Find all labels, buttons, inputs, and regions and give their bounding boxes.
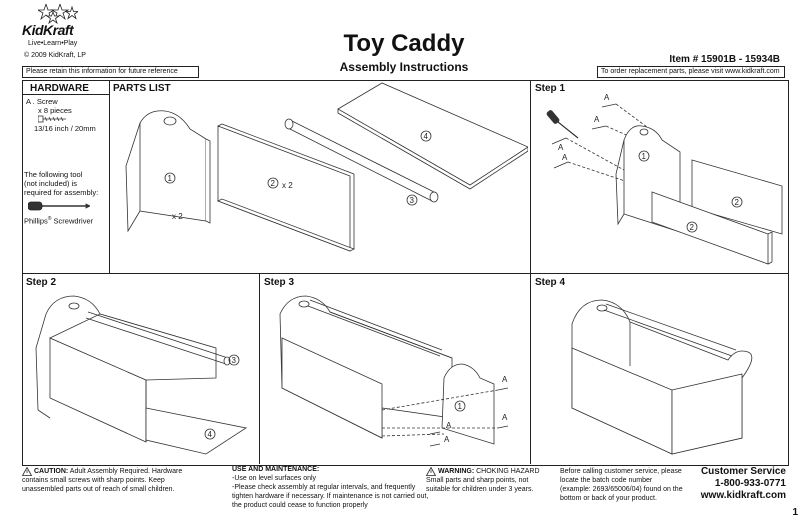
customer-service-website[interactable]: www.kidkraft.com	[700, 490, 786, 501]
caution-text-3: unassembled parts out of reach of small children.	[22, 486, 175, 493]
part-2-number: 2	[270, 179, 275, 188]
tool-name	[24, 215, 93, 226]
divider-row	[22, 273, 788, 274]
step-4-heading: Step 4	[535, 277, 566, 288]
svg-text:A: A	[562, 153, 568, 162]
retain-notice: Please retain this information for future reference	[22, 66, 199, 78]
tool-name-type: Screwdriver	[51, 216, 94, 226]
batch-text-2: locate the batch code number	[560, 477, 653, 484]
svg-text:1: 1	[641, 152, 646, 161]
svg-text:A: A	[558, 143, 564, 152]
warning-head: CHOKING HAZARD	[476, 468, 540, 475]
use-line-2: -Please check assembly at regular intervals, and frequently	[232, 484, 416, 491]
step-3-drawing	[262, 278, 526, 464]
warning-text-2: suitable for children under 3 years.	[426, 486, 534, 493]
step-4-drawing	[532, 278, 782, 464]
part-1-side-panel	[126, 111, 210, 231]
svg-text:2: 2	[689, 223, 694, 232]
caution-text-1: Adult Assembly Required. Hardware	[69, 468, 183, 475]
parts-list-drawing	[110, 81, 528, 271]
step-1-drawing	[532, 82, 784, 272]
use-line-3: tighten hardware if necessary. If maintenance is not carried out,	[232, 493, 429, 500]
batch-text-3: (example: 2693/65006/04) found on the	[560, 486, 683, 493]
part-4-bottom-board	[338, 83, 528, 189]
svg-text:A: A	[604, 93, 610, 102]
part-2-qty: x 2	[282, 181, 293, 190]
item-number: Item # 15901B - 15934B	[669, 54, 780, 65]
step-3-heading: Step 3	[264, 277, 295, 288]
tool-name-brand: Phillips	[24, 216, 48, 226]
page-number: 1	[792, 507, 798, 518]
tool-note-1: The following tool	[24, 170, 83, 179]
parts-list-heading: PARTS LIST	[113, 83, 171, 94]
step-1-screwdriver-icon	[546, 110, 578, 138]
logo-tagline: Live•Learn•Play	[28, 40, 78, 47]
hardware-heading: HARDWARE	[30, 83, 89, 94]
step-1-heading: Step 1	[535, 83, 566, 94]
divider-step2	[259, 273, 260, 464]
screw-size: 13/16 inch / 20mm	[34, 124, 96, 133]
svg-text:A: A	[444, 435, 450, 444]
caution-block	[34, 467, 224, 476]
tool-registered-mark: ®	[47, 216, 52, 222]
part-4-number: 4	[423, 132, 428, 141]
svg-text:A: A	[446, 421, 452, 430]
customer-service-phone: 1-800-933-0771	[714, 478, 786, 489]
caution-text-2: contains small screws with sharp points. Keep	[22, 477, 165, 484]
customer-service-title: Customer Service	[700, 466, 786, 477]
step-1-screws	[552, 93, 616, 168]
screw-icon	[38, 115, 68, 123]
caution-title: CAUTION:	[34, 468, 69, 475]
svg-text:4: 4	[207, 430, 212, 439]
warning-block	[438, 467, 540, 476]
part-3-number: 3	[409, 196, 414, 205]
use-line-1: -Use on level surfaces only	[232, 475, 317, 482]
step-3-side-panel	[442, 364, 494, 444]
svg-text:2: 2	[734, 198, 739, 207]
screw-label: A . Screw	[26, 97, 58, 106]
step-3-box	[280, 296, 452, 438]
tool-note-2: (not included) is	[24, 179, 77, 188]
page-subtitle: Assembly Instructions	[339, 60, 469, 74]
svg-text:1: 1	[457, 402, 462, 411]
screw-quantity: x 8 pieces	[38, 106, 72, 115]
warning-icon	[426, 467, 436, 476]
logo-wordmark: KidKraft	[22, 22, 74, 38]
copyright-text: © 2009 KidKraft, LP	[24, 52, 86, 59]
use-title: USE AND MAINTENANCE:	[232, 466, 320, 473]
step-4-toy-caddy	[572, 300, 752, 454]
batch-text-1: Before calling customer service, please	[560, 468, 682, 475]
tool-note-3: required for assembly:	[24, 188, 99, 197]
use-line-4: the product could cease to function properly	[232, 502, 368, 509]
warning-text-1: Small parts and sharp points, not	[426, 477, 529, 484]
svg-text:A: A	[502, 413, 508, 422]
warning-title: WARNING:	[438, 468, 475, 475]
step-2-drawing	[26, 278, 256, 464]
part-1-number: 1	[167, 174, 172, 183]
page-title: Toy Caddy	[343, 30, 465, 57]
svg-text:A: A	[502, 375, 508, 384]
caution-icon	[22, 467, 32, 476]
step-2-bottom-board	[146, 408, 246, 454]
hardware-heading-rule	[22, 94, 109, 95]
svg-text:3: 3	[231, 356, 236, 365]
divider-parts	[530, 80, 531, 464]
screwdriver-icon	[28, 199, 90, 213]
order-notice: To order replacement parts, please visit www.kidkraft.com	[597, 66, 785, 78]
svg-text:A: A	[594, 115, 600, 124]
step-2-heading: Step 2	[26, 277, 57, 288]
part-1-qty: x 2	[172, 212, 183, 221]
batch-text-4: bottom or back of your product.	[560, 495, 657, 502]
